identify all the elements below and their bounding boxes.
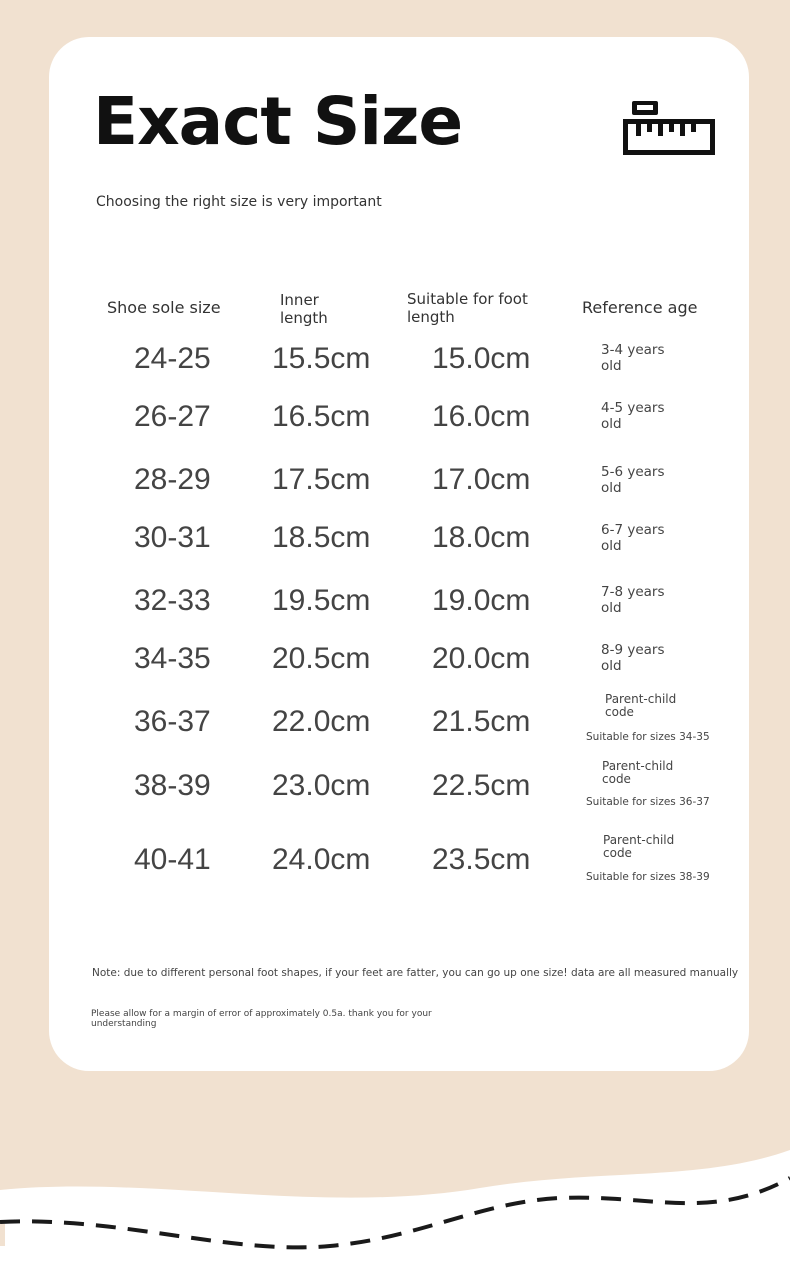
row-inner-length: 23.0cm — [272, 769, 371, 802]
row-inner-length: 17.5cm — [272, 463, 371, 496]
page-subtitle: Choosing the right size is very important — [96, 194, 382, 210]
row-sole-size: 32-33 — [134, 584, 211, 617]
row-reference-age: 6-7 years old — [601, 522, 665, 554]
header-reference-age: Reference age — [582, 298, 698, 317]
row-suitable-note: Suitable for sizes 36-37 — [586, 796, 710, 808]
row-reference-age: Parent-child code — [603, 833, 675, 860]
header-inner-length: Inner length — [280, 291, 328, 327]
page-title: Exact Size — [93, 83, 463, 160]
row-foot-length: 18.0cm — [432, 521, 531, 554]
header-sole-size: Shoe sole size — [107, 298, 221, 317]
row-inner-length: 24.0cm — [272, 843, 371, 876]
row-sole-size: 26-27 — [134, 400, 211, 433]
row-reference-age: 7-8 years old — [601, 584, 665, 616]
row-sole-size: 28-29 — [134, 463, 211, 496]
row-sole-size: 30-31 — [134, 521, 211, 554]
row-foot-length: 21.5cm — [432, 705, 531, 738]
row-suitable-note: Suitable for sizes 34-35 — [586, 731, 710, 743]
row-inner-length: 22.0cm — [272, 705, 371, 738]
note-foot-shape: Note: due to different personal foot shapes, if your feet are fatter, you can go up one size! data are all measured manually — [92, 967, 739, 979]
row-foot-length: 17.0cm — [432, 463, 531, 496]
row-sole-size: 36-37 — [134, 705, 211, 738]
row-sole-size: 40-41 — [134, 843, 211, 876]
row-foot-length: 20.0cm — [432, 642, 531, 675]
row-sole-size: 34-35 — [134, 642, 211, 675]
note-margin-of-error: Please allow for a margin of error of approximately 0.5a. thank you for your understanding — [91, 1009, 432, 1029]
ruler-icon — [621, 99, 717, 157]
row-inner-length: 19.5cm — [272, 584, 371, 617]
row-reference-age: 3-4 years old — [601, 342, 665, 374]
row-reference-age: 5-6 years old — [601, 464, 665, 496]
size-chart-card — [49, 37, 749, 1071]
row-reference-age: Parent-child code — [605, 692, 677, 719]
row-inner-length: 20.5cm — [272, 642, 371, 675]
row-reference-age: 8-9 years old — [601, 642, 665, 674]
row-foot-length: 15.0cm — [432, 342, 531, 375]
header-foot-length: Suitable for foot length — [407, 290, 528, 326]
row-reference-age: 4-5 years old — [601, 400, 665, 432]
row-foot-length: 23.5cm — [432, 843, 531, 876]
row-foot-length: 22.5cm — [432, 769, 531, 802]
row-suitable-note: Suitable for sizes 38-39 — [586, 871, 710, 883]
row-inner-length: 15.5cm — [272, 342, 371, 375]
row-inner-length: 18.5cm — [272, 521, 371, 554]
row-reference-age: Parent-child code — [602, 759, 674, 786]
decorative-wave — [0, 1120, 790, 1279]
row-sole-size: 38-39 — [134, 769, 211, 802]
row-foot-length: 19.0cm — [432, 584, 531, 617]
row-foot-length: 16.0cm — [432, 400, 531, 433]
row-inner-length: 16.5cm — [272, 400, 371, 433]
row-sole-size: 24-25 — [134, 342, 211, 375]
